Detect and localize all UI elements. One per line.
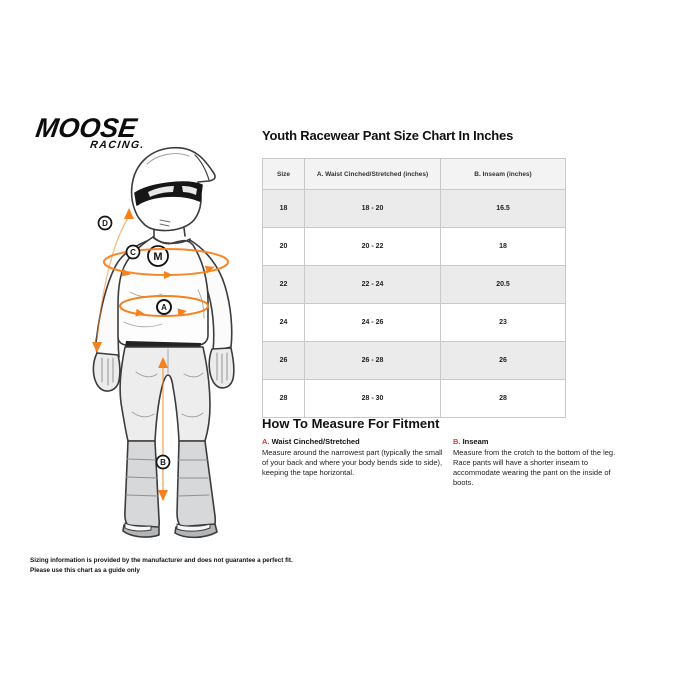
measure-item-label: Waist Cinched/Stretched (271, 437, 360, 446)
column-header-inseam: B. Inseam (inches) (441, 159, 566, 190)
column-header-size: Size (263, 159, 305, 190)
svg-text:B: B (160, 458, 166, 467)
inseam-cell: 20.5 (441, 266, 566, 304)
left-glove (93, 353, 120, 391)
sleeve-arrow-up-icon (124, 208, 134, 219)
svg-text:A: A (161, 303, 167, 312)
size-cell: 26 (263, 342, 305, 380)
inseam-cell: 16.5 (441, 190, 566, 228)
svg-text:C: C (130, 248, 136, 257)
table-row (263, 228, 566, 266)
logo-word-moose: MOOSE (33, 113, 139, 143)
marker-inseam-b (157, 456, 170, 469)
measure-marker-label: A. (262, 437, 270, 446)
logo-word-racing: RACING. (89, 139, 146, 151)
table-row (263, 380, 566, 418)
table-row (263, 266, 566, 304)
waist-cell: 20 - 22 (305, 228, 441, 266)
right-glove (209, 348, 234, 388)
waist-cell: 24 - 26 (305, 304, 441, 342)
measure-marker-label: B. (453, 437, 461, 446)
size-cell: 18 (263, 190, 305, 228)
inseam-cell: 26 (441, 342, 566, 380)
measure-item-label: Inseam (462, 437, 489, 446)
size-cell: 20 (263, 228, 305, 266)
measure-item-heading (453, 437, 633, 447)
table-row (263, 342, 566, 380)
marker-chest-c (127, 246, 140, 259)
marker-sleeve-d (99, 217, 112, 230)
disclaimer-line-1: Sizing information is provided by the manufacturer and does not guarantee a perfect fit. (30, 557, 293, 564)
size-cell: 24 (263, 304, 305, 342)
svg-text:D: D (102, 219, 108, 228)
inseam-arrow-down-icon (158, 490, 168, 501)
table-row (263, 190, 566, 228)
marker-waist-a (157, 300, 171, 314)
how-to-measure-waist (262, 437, 448, 478)
how-to-measure-inseam (453, 437, 633, 488)
table-header-row (263, 159, 566, 190)
column-header-waist: A. Waist Cinched/Stretched (inches) (305, 159, 441, 190)
size-cell: 28 (263, 380, 305, 418)
sizing-disclaimer (30, 556, 430, 575)
left-boot (125, 441, 159, 531)
size-cell: 22 (263, 266, 305, 304)
size-chart-title: Youth Racewear Pant Size Chart In Inches (262, 128, 514, 143)
right-boot (177, 441, 215, 531)
rider-illustration (52, 140, 262, 550)
inseam-cell: 18 (441, 228, 566, 266)
size-chart-table (262, 158, 566, 418)
waist-cell: 18 - 20 (305, 190, 441, 228)
inseam-cell: 28 (441, 380, 566, 418)
measure-item-description: Measure around the narrowest part (typically the small of your back and where your body bends side to side), keeping the tape horizontal. (262, 448, 443, 477)
disclaimer-line-2: Please use this chart as a guide only (30, 566, 140, 574)
waist-cell: 26 - 28 (305, 342, 441, 380)
waist-cell: 28 - 30 (305, 380, 441, 418)
table-row (263, 304, 566, 342)
waist-cell: 22 - 24 (305, 266, 441, 304)
measure-item-description: Measure from the crotch to the bottom of the leg. Race pants will have a shorter inseam to accommodate wearing the pant on the inside of boots. (453, 448, 616, 487)
measure-item-heading (262, 437, 448, 447)
inseam-cell: 23 (441, 304, 566, 342)
pants (120, 347, 210, 441)
how-to-measure-title: How To Measure For Fitment (262, 416, 440, 431)
chest-logo-monogram: M (153, 251, 163, 263)
